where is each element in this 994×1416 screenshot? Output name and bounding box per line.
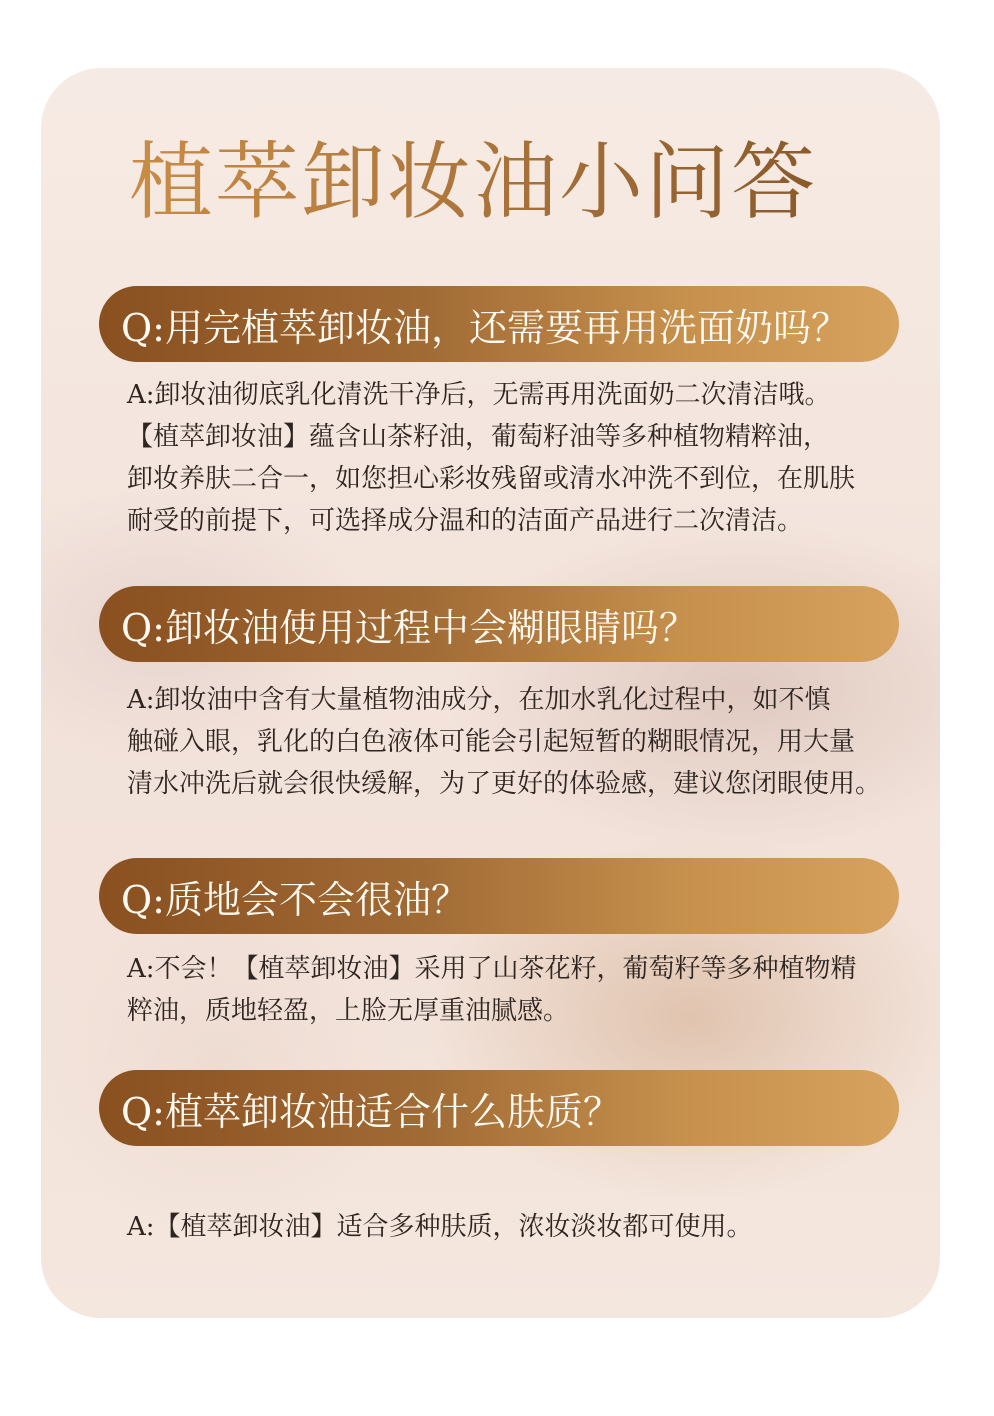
answer-text: A:不会！【植萃卸妆油】采用了山茶花籽，葡萄籽等多种植物精 粹油，质地轻盈，上脸无厚重油腻感。 <box>127 954 857 1026</box>
question-text: Q:植萃卸妆油适合什么肤质？ <box>121 1089 621 1134</box>
question-pill-3 <box>99 858 899 934</box>
answer-text: A:卸妆油中含有大量植物油成分，在加水乳化过程中，如不慎 触碰入眼，乳化的白色液体可能会引起短暂的糊眼情况，用大量 清水冲洗后就会很快缓解，为了更好的体验感，建议您闭眼使用。 <box>127 685 882 799</box>
question-text: Q:卸妆油使用过程中会糊眼睛吗？ <box>121 605 697 650</box>
answer-text: A:【植萃卸妆油】适合多种肤质，浓妆淡妆都可使用。 <box>127 1212 753 1242</box>
answer-text: A:卸妆油彻底乳化清洗干净后，无需再用洗面奶二次清洁哦。 【植萃卸妆油】蕴含山茶籽油，葡萄籽油等多种植物精粹油， 卸妆养肤二合一，如您担心彩妆残留或清水冲洗不到位，在肌肤 耐受的前提下，可选择成分温和的洁面产品进行二次清洁。 <box>127 380 856 536</box>
question-pill-2 <box>99 586 899 662</box>
question-text: Q:用完植萃卸妆油，还需要再用洗面奶吗？ <box>121 305 849 350</box>
question-pill-4 <box>99 1070 899 1146</box>
question-pill-1 <box>99 286 899 362</box>
qa-card <box>41 68 940 1318</box>
page-title: 植萃卸妆油小问答 <box>129 133 818 231</box>
question-text: Q:质地会不会很油？ <box>121 877 469 922</box>
